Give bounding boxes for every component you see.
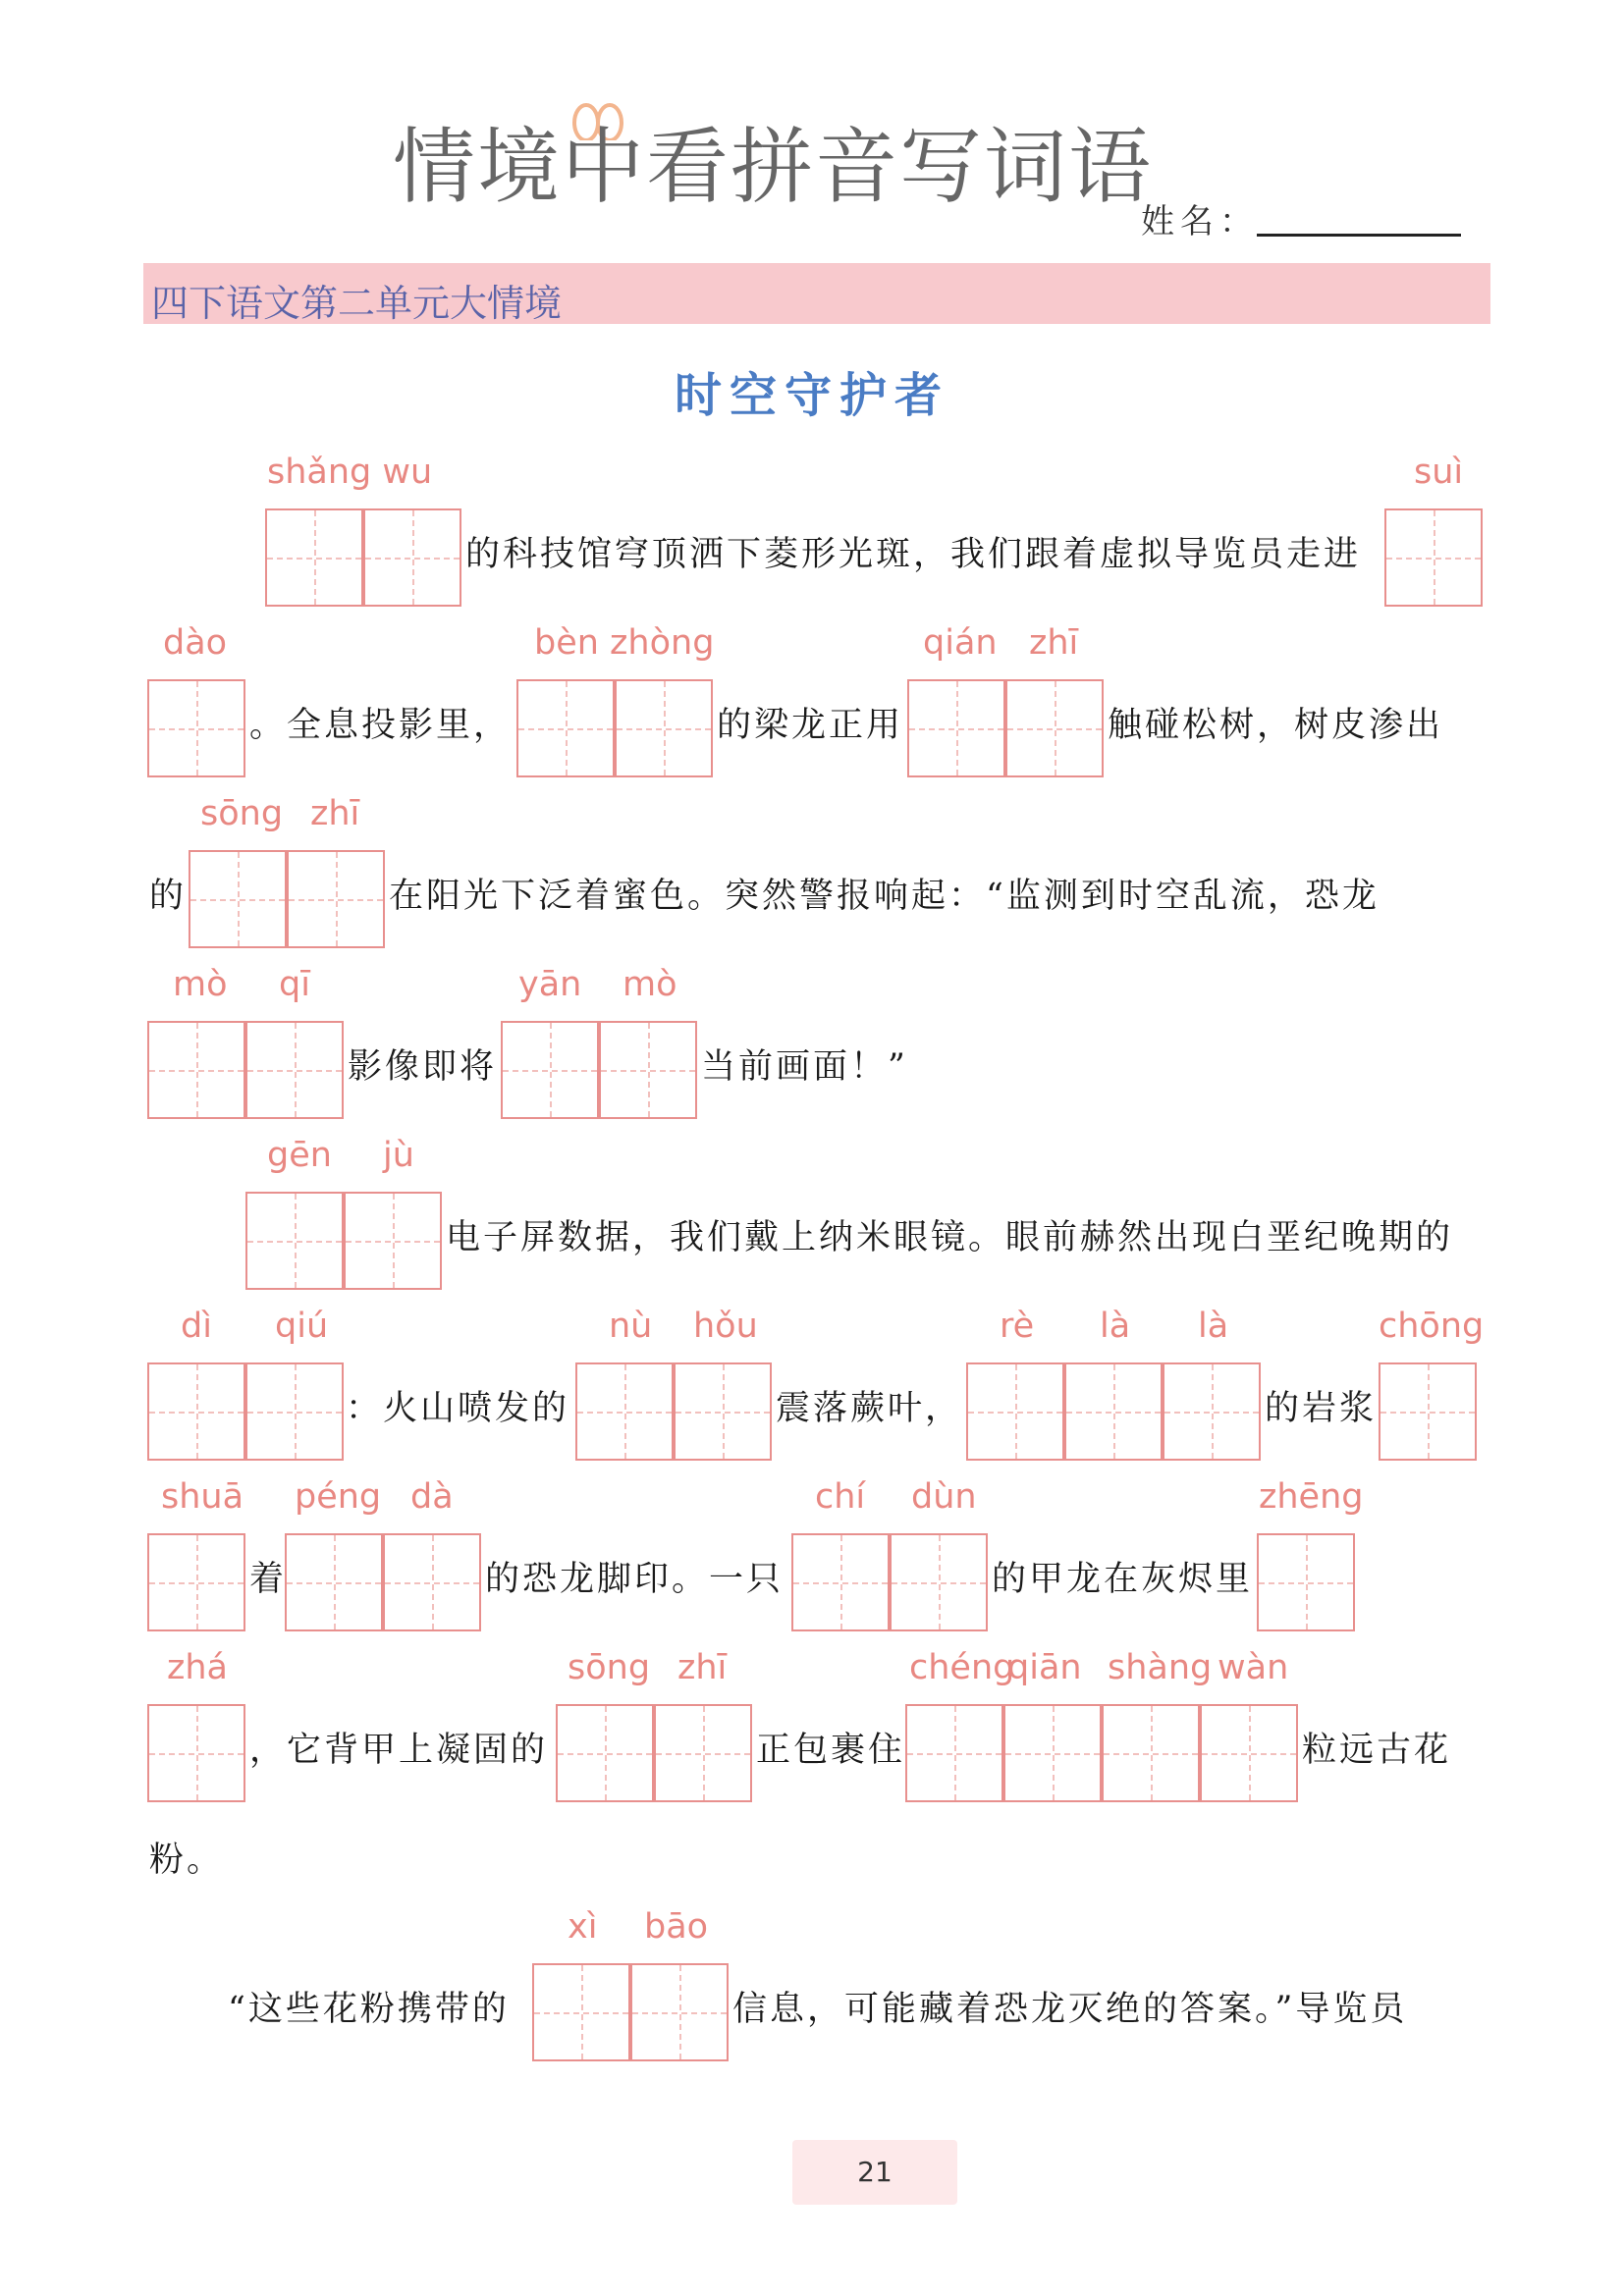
pinyin-label: zhī	[310, 794, 360, 833]
writing-box[interactable]	[1064, 1362, 1163, 1461]
exercise-line	[0, 794, 1624, 934]
passage-text: 的	[149, 877, 188, 916]
pinyin-label: rè	[1000, 1307, 1035, 1346]
writing-box[interactable]	[147, 1533, 245, 1631]
name-label: 姓名：	[1141, 202, 1259, 241]
writing-box[interactable]	[674, 1362, 772, 1461]
writing-box[interactable]	[630, 1963, 729, 2061]
pinyin-label: zhēng	[1259, 1477, 1364, 1517]
pinyin-label: xì	[568, 1907, 598, 1947]
writing-box[interactable]	[1379, 1362, 1477, 1461]
section-bar	[143, 263, 1490, 324]
passage-text: 。全息投影里，	[249, 706, 512, 745]
logo-title: 情境中看拼音写词语	[393, 119, 1154, 215]
main-title: 时空守护者	[674, 368, 949, 423]
writing-box[interactable]	[791, 1533, 890, 1631]
writing-box[interactable]	[383, 1533, 481, 1631]
passage-text: 的岩浆	[1265, 1389, 1378, 1428]
writing-box[interactable]	[147, 679, 245, 777]
writing-box[interactable]	[907, 679, 1005, 777]
writing-box[interactable]	[1005, 679, 1104, 777]
passage-text: 着	[249, 1560, 288, 1599]
pinyin-label: shuā	[161, 1477, 244, 1517]
exercise-line	[0, 1907, 1624, 2048]
pinyin-label: mò	[623, 965, 677, 1004]
writing-box[interactable]	[363, 508, 461, 607]
pinyin-label: qiān	[1007, 1648, 1082, 1687]
passage-text: 信息，可能藏着恐龙灭绝的答案。”导览员	[732, 1990, 1408, 2029]
pinyin-label: gēn	[267, 1136, 332, 1175]
writing-box[interactable]	[189, 850, 287, 948]
passage-text: 震落蕨叶，	[776, 1389, 963, 1428]
writing-box[interactable]	[285, 1533, 383, 1631]
pinyin-label: dà	[410, 1477, 454, 1517]
pinyin-label: zhī	[677, 1648, 728, 1687]
section-title: 四下语文第二单元大情境	[151, 282, 563, 325]
passage-text: ：火山喷发的	[346, 1389, 570, 1428]
exercise-line	[0, 1309, 1624, 1447]
pinyin-label: yān	[518, 965, 582, 1004]
passage-text: 的梁龙正用	[717, 706, 904, 745]
writing-box[interactable]	[245, 1362, 344, 1461]
exercise-line	[0, 623, 1624, 764]
writing-box[interactable]	[966, 1362, 1064, 1461]
writing-box[interactable]	[245, 1192, 344, 1290]
passage-text: 粒远古花	[1302, 1731, 1452, 1770]
pinyin-label: sōng	[200, 794, 284, 833]
exercise-line	[0, 965, 1624, 1105]
writing-box[interactable]	[344, 1192, 442, 1290]
passage-text: 的科技馆穹顶洒下菱形光斑，我们跟着虚拟导览员走进	[465, 535, 1362, 574]
name-input-line[interactable]	[1257, 234, 1461, 237]
passage-text: ，它背甲上凝固的	[249, 1731, 549, 1770]
pinyin-label: wàn	[1218, 1648, 1289, 1687]
writing-box[interactable]	[599, 1021, 697, 1119]
writing-box[interactable]	[532, 1963, 630, 2061]
pinyin-label: mò	[173, 965, 228, 1004]
exercise-line	[0, 1136, 1624, 1276]
passage-text: 粉。	[149, 1841, 225, 1880]
pinyin-label: dì	[181, 1307, 212, 1346]
pinyin-label: là	[1100, 1307, 1131, 1346]
writing-box[interactable]	[287, 850, 385, 948]
pinyin-label: nù	[609, 1307, 653, 1346]
pinyin-label: shàng	[1108, 1648, 1213, 1687]
pinyin-label: zhī	[1029, 623, 1079, 663]
exercise-line	[0, 1477, 1624, 1618]
writing-box[interactable]	[1384, 508, 1483, 607]
pinyin-label: là	[1198, 1307, 1229, 1346]
pinyin-label: shǎng wu	[267, 453, 433, 492]
pinyin-label: qiú	[275, 1307, 329, 1346]
passage-text: 当前画面！”	[701, 1047, 908, 1087]
pinyin-label: bèn zhòng	[534, 623, 715, 663]
passage-text: 触碰松树，树皮渗出	[1108, 706, 1444, 745]
pinyin-label: chōng	[1379, 1307, 1485, 1346]
pinyin-label: chí	[815, 1477, 866, 1517]
pinyin-label: hǒu	[693, 1307, 758, 1346]
writing-box[interactable]	[1163, 1362, 1261, 1461]
pinyin-label: jù	[383, 1136, 414, 1175]
pinyin-label: zhá	[167, 1648, 229, 1687]
passage-text: 电子屏数据，我们戴上纳米眼镜。眼前赫然出现白垩纪晚期的	[446, 1218, 1454, 1257]
pinyin-label: chéng	[909, 1648, 1015, 1687]
passage-text: 影像即将	[348, 1047, 498, 1087]
pinyin-label: péng	[295, 1477, 382, 1517]
writing-box[interactable]	[147, 1362, 245, 1461]
page-number-badge	[792, 2140, 957, 2205]
passage-text: 在阳光下泛着蜜色。突然警报响起：“监测到时空乱流，恐龙	[389, 877, 1380, 916]
writing-box[interactable]	[265, 508, 363, 607]
pinyin-label: dùn	[911, 1477, 977, 1517]
writing-box[interactable]	[516, 679, 615, 777]
writing-box[interactable]	[245, 1021, 344, 1119]
writing-box[interactable]	[147, 1021, 245, 1119]
writing-box[interactable]	[1257, 1533, 1355, 1631]
pinyin-label: suì	[1414, 453, 1464, 492]
writing-box[interactable]	[575, 1362, 674, 1461]
pinyin-label: qī	[279, 965, 310, 1004]
writing-box[interactable]	[501, 1021, 599, 1119]
passage-text: 的恐龙脚印。一只	[485, 1560, 785, 1599]
passage-text: 正包裹住	[756, 1731, 906, 1770]
pinyin-label: qián	[923, 623, 998, 663]
pinyin-label: sōng	[568, 1648, 651, 1687]
pinyin-label: dào	[163, 623, 228, 663]
passage-text: “这些花粉携带的	[228, 1990, 510, 2029]
writing-box[interactable]	[615, 679, 713, 777]
exercise-line	[0, 1648, 1624, 1789]
pinyin-label: bāo	[644, 1907, 709, 1947]
writing-box[interactable]	[890, 1533, 988, 1631]
header	[0, 0, 1624, 255]
page-number: 21	[857, 2156, 893, 2188]
exercise-line	[0, 455, 1624, 593]
exercise-line	[0, 1777, 1624, 1914]
passage-text: 的甲龙在灰烬里	[992, 1560, 1254, 1599]
